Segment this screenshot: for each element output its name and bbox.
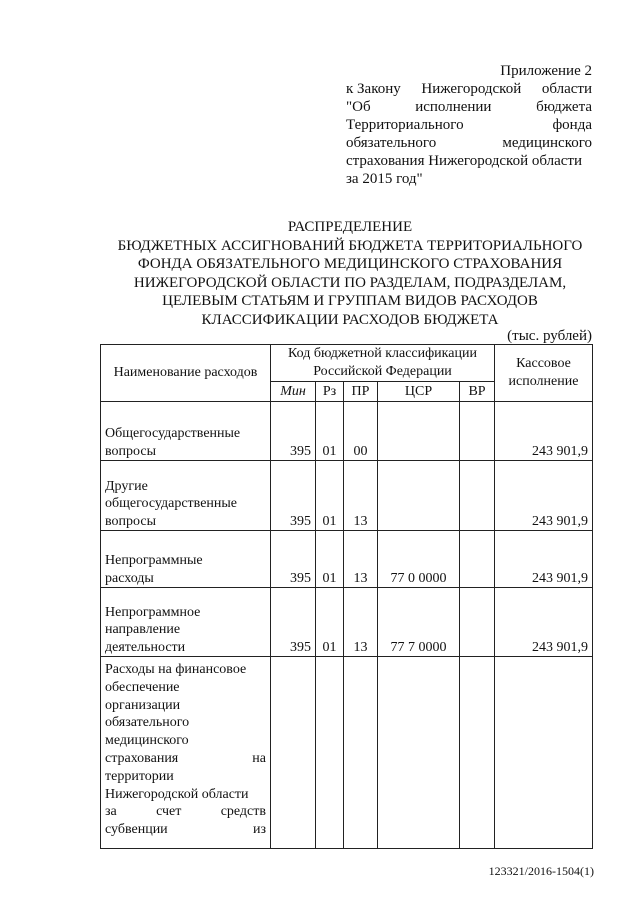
row-name xyxy=(101,531,271,588)
appendix-line: страхования Нижегородской области xyxy=(346,153,582,169)
cell-rz: 01 xyxy=(316,588,344,657)
appendix-word: фонда xyxy=(552,117,592,133)
name-line: Другие xyxy=(105,478,148,494)
header-code-group xyxy=(271,345,495,382)
table-row xyxy=(101,402,593,461)
cell-rz xyxy=(316,657,344,849)
name-line: общегосударственные xyxy=(105,496,238,511)
cell-csr xyxy=(378,402,460,461)
cell-csr: 77 7 0000 xyxy=(378,588,460,657)
row-name xyxy=(101,461,271,531)
row-name xyxy=(101,657,271,849)
cell-pr: 00 xyxy=(344,402,378,461)
name-line: Общегосударственные xyxy=(105,426,241,441)
name-word: субвенции xyxy=(105,822,168,838)
cell-amount: 243 901,9 xyxy=(495,531,593,588)
appendix-word: Территориального xyxy=(346,117,464,133)
row-name xyxy=(101,402,271,461)
cell-min xyxy=(271,657,316,849)
cell-vr xyxy=(460,657,495,849)
appendix-word: исполнении xyxy=(415,99,492,115)
name-line: медицинского xyxy=(105,733,189,749)
cell-pr: 13 xyxy=(344,461,378,531)
cell-amount xyxy=(495,657,593,849)
title-line: РАСПРЕДЕЛЕНИЕ xyxy=(287,219,413,235)
units-label: (тыс. рублей) xyxy=(507,328,592,344)
header-rz: Рз xyxy=(316,382,344,402)
appendix-word: бюджета xyxy=(536,99,592,115)
name-word: счет xyxy=(156,804,182,820)
title-line: БЮДЖЕТНЫХ АССИГНОВАНИЙ БЮДЖЕТА ТЕРРИТОРИАЛЬНОГО xyxy=(117,237,583,254)
appendix-line xyxy=(346,80,592,98)
cell-rz: 01 xyxy=(316,461,344,531)
title-line: КЛАССИФИКАЦИИ РАСХОДОВ БЮДЖЕТА xyxy=(201,311,499,328)
name-line: организации xyxy=(105,697,181,713)
appendix-block xyxy=(346,62,592,188)
header-code-line: Код бюджетной классификации xyxy=(288,346,477,361)
document-title xyxy=(100,218,600,330)
name-line: вопросы xyxy=(105,443,156,459)
name-word: на xyxy=(252,750,266,766)
name-line: Расходы на финансовое xyxy=(105,662,247,677)
header-csr: ЦСР xyxy=(378,382,460,402)
header-min: Мин xyxy=(271,382,316,402)
header-cash xyxy=(495,345,593,402)
cell-rz: 01 xyxy=(316,531,344,588)
name-line: обеспечение xyxy=(105,679,180,695)
cell-pr: 13 xyxy=(344,588,378,657)
header-pr: ПР xyxy=(344,382,378,402)
name-line: вопросы xyxy=(105,513,156,529)
name-line: Непрограммные xyxy=(105,553,203,568)
header-cash-line: Кассовое xyxy=(516,356,571,371)
document-footer-code: 123321/2016-1504(1) xyxy=(488,864,594,878)
header-name: Наименование расходов xyxy=(101,345,271,402)
name-line: территории xyxy=(105,768,174,784)
name-word: за xyxy=(105,804,117,820)
row-name xyxy=(101,588,271,657)
header-code-line: Российской Федерации xyxy=(313,364,452,379)
cell-csr: 77 0 0000 xyxy=(378,531,460,588)
cell-min: 395 xyxy=(271,531,316,588)
appendix-line: за 2015 год" xyxy=(346,171,423,187)
name-line: Нижегородской области xyxy=(105,786,249,802)
appendix-word: области xyxy=(541,81,592,97)
appendix-word: обязательного xyxy=(346,135,437,151)
name-line: расходы xyxy=(105,570,154,586)
appendix-line xyxy=(346,116,592,134)
title-line: НИЖЕГОРОДСКОЙ ОБЛАСТИ ПО РАЗДЕЛАМ, ПОДРАЗДЕЛАМ, xyxy=(133,274,567,291)
appendix-word: Нижегородской xyxy=(421,81,522,97)
cell-rz: 01 xyxy=(316,402,344,461)
cell-csr xyxy=(378,657,460,849)
cell-min: 395 xyxy=(271,461,316,531)
cell-min: 395 xyxy=(271,588,316,657)
name-word: из xyxy=(252,822,266,838)
cell-amount: 243 901,9 xyxy=(495,402,593,461)
cell-pr xyxy=(344,657,378,849)
cell-csr xyxy=(378,461,460,531)
cell-amount: 243 901,9 xyxy=(495,461,593,531)
name-word: страхования xyxy=(105,750,179,766)
header-vr: ВР xyxy=(460,382,495,402)
cell-vr xyxy=(460,402,495,461)
table-row xyxy=(101,657,593,849)
name-line: направление xyxy=(105,622,181,637)
cell-vr xyxy=(460,531,495,588)
title-line: ЦЕЛЕВЫМ СТАТЬЯМ И ГРУППАМ ВИДОВ РАСХОДОВ xyxy=(162,293,538,310)
appendix-number: Приложение 2 xyxy=(500,63,592,79)
appendix-line xyxy=(346,134,592,152)
name-line: обязательного xyxy=(105,715,190,731)
cell-vr xyxy=(460,588,495,657)
cell-pr: 13 xyxy=(344,531,378,588)
cell-vr xyxy=(460,461,495,531)
budget-table xyxy=(100,344,593,849)
header-cash-line: исполнение xyxy=(508,374,579,389)
title-line: ФОНДА ОБЯЗАТЕЛЬНОГО МЕДИЦИНСКОГО СТРАХОВАНИЯ xyxy=(137,256,563,273)
name-word: средств xyxy=(220,804,266,820)
appendix-word: к Закону xyxy=(346,81,401,97)
name-line: деятельности xyxy=(105,639,186,655)
appendix-word: "Об xyxy=(346,99,371,115)
name-line xyxy=(105,750,266,768)
table-row xyxy=(101,531,593,588)
appendix-line xyxy=(346,98,592,116)
name-line xyxy=(105,821,266,839)
table-row xyxy=(101,588,593,657)
appendix-word: медицинского xyxy=(502,135,592,151)
name-line xyxy=(105,803,266,821)
cell-amount: 243 901,9 xyxy=(495,588,593,657)
cell-min: 395 xyxy=(271,402,316,461)
table-row xyxy=(101,461,593,531)
name-line: Непрограммное xyxy=(105,604,201,620)
